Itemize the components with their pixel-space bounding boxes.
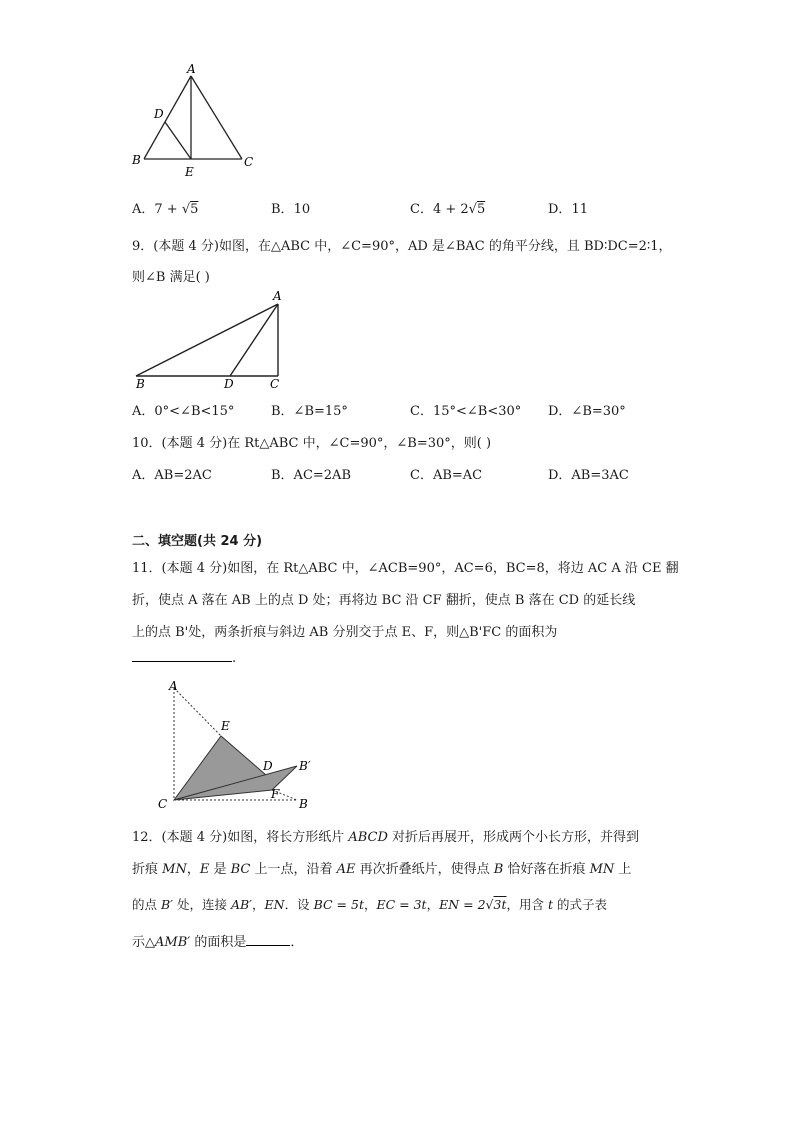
label-D: D [263,759,273,773]
q12-stem-line3: 的点 B′ 处，连接 AB′，EN．设 BC = 5t，EC = 3t，EN = 2√3t，用含 t 的式子表 [132,897,607,912]
q8-option-b: B．10 [271,202,311,217]
q10-option-a: A．AB=2AC [132,468,212,483]
label-B: B [132,153,141,167]
q9-option-d: D．∠B=30° [548,404,626,419]
label-A: A [187,62,196,76]
q11-stem-line3: 上的点 B'处，两条折痕与斜边 AB 分别交于点 E、F，则△B'FC 的面积为 [132,625,558,640]
label-A: A [273,289,282,303]
q12-stem-line1: 12．(本题 4 分)如图，将长方形纸片 ABCD 对折后再展开，形成两个小长方形，并得到 [132,830,640,845]
label-B-prime: B′ [299,759,311,773]
q11-stem-line1: 11．(本题 4 分)如图，在 Rt△ABC 中，∠ACB=90°，AC=6，BC=8，将边 AC A 沿 CE 翻 [132,561,679,576]
figure-q9-triangle [128,286,288,391]
q8-option-c: C．4 + 2√5 [410,202,486,217]
label-C: C [270,377,280,391]
answer-blank[interactable] [246,945,290,946]
label-D: D [154,107,164,121]
label-E: E [221,719,230,733]
q9-option-c: C．15°<∠B<30° [410,404,522,419]
q11-stem-line2: 折，使点 A 落在 AB 上的点 D 处；再将边 BC 沿 CF 翻折，使点 B 落在 CD 的延长线 [132,593,636,608]
label-B: B [299,797,308,811]
q9-option-b: B．∠B=15° [271,404,348,419]
q9-stem-line2: 则∠B 满足( ) [132,270,210,285]
q10-stem: 10．(本题 4 分)在 Rt△ABC 中，∠C=90°，∠B=30°，则( ) [132,436,492,451]
q12-stem-line2: 折痕 MN，E 是 BC 上一点，沿着 AE 再次折叠纸片，使得点 B 恰好落在折痕 MN 上 [132,862,632,877]
q10-option-b: B．AC=2AB [271,468,351,483]
label-A: A [169,679,178,693]
q9-option-a: A．0°<∠B<15° [132,404,235,419]
q8-option-d: D．11 [548,202,588,217]
figure-q8-triangle [128,62,263,180]
label-B: B [136,377,145,391]
q9-stem-line1: 9．(本题 4 分)如图，在△ABC 中，∠C=90°，AD 是∠BAC 的角平分线，且 BD∶DC=2∶1， [132,239,672,254]
q10-option-c: C．AB=AC [410,468,483,483]
q8-option-a: A．7 + √5 [132,202,199,217]
q10-option-d: D．AB=3AC [548,468,629,483]
label-E: E [185,165,194,179]
answer-blank[interactable] [132,661,232,662]
q12-stem-line4: 示△AMB′ 的面积是 ． [132,935,304,950]
label-F: F [271,787,280,801]
label-D: D [224,377,234,391]
q11-answer-line: . [132,651,236,666]
figure-q11-fold [155,678,330,813]
label-C: C [158,797,168,811]
section-title-fill-in: 二、填空题(共 24 分) [132,534,263,549]
label-C: C [244,155,254,169]
